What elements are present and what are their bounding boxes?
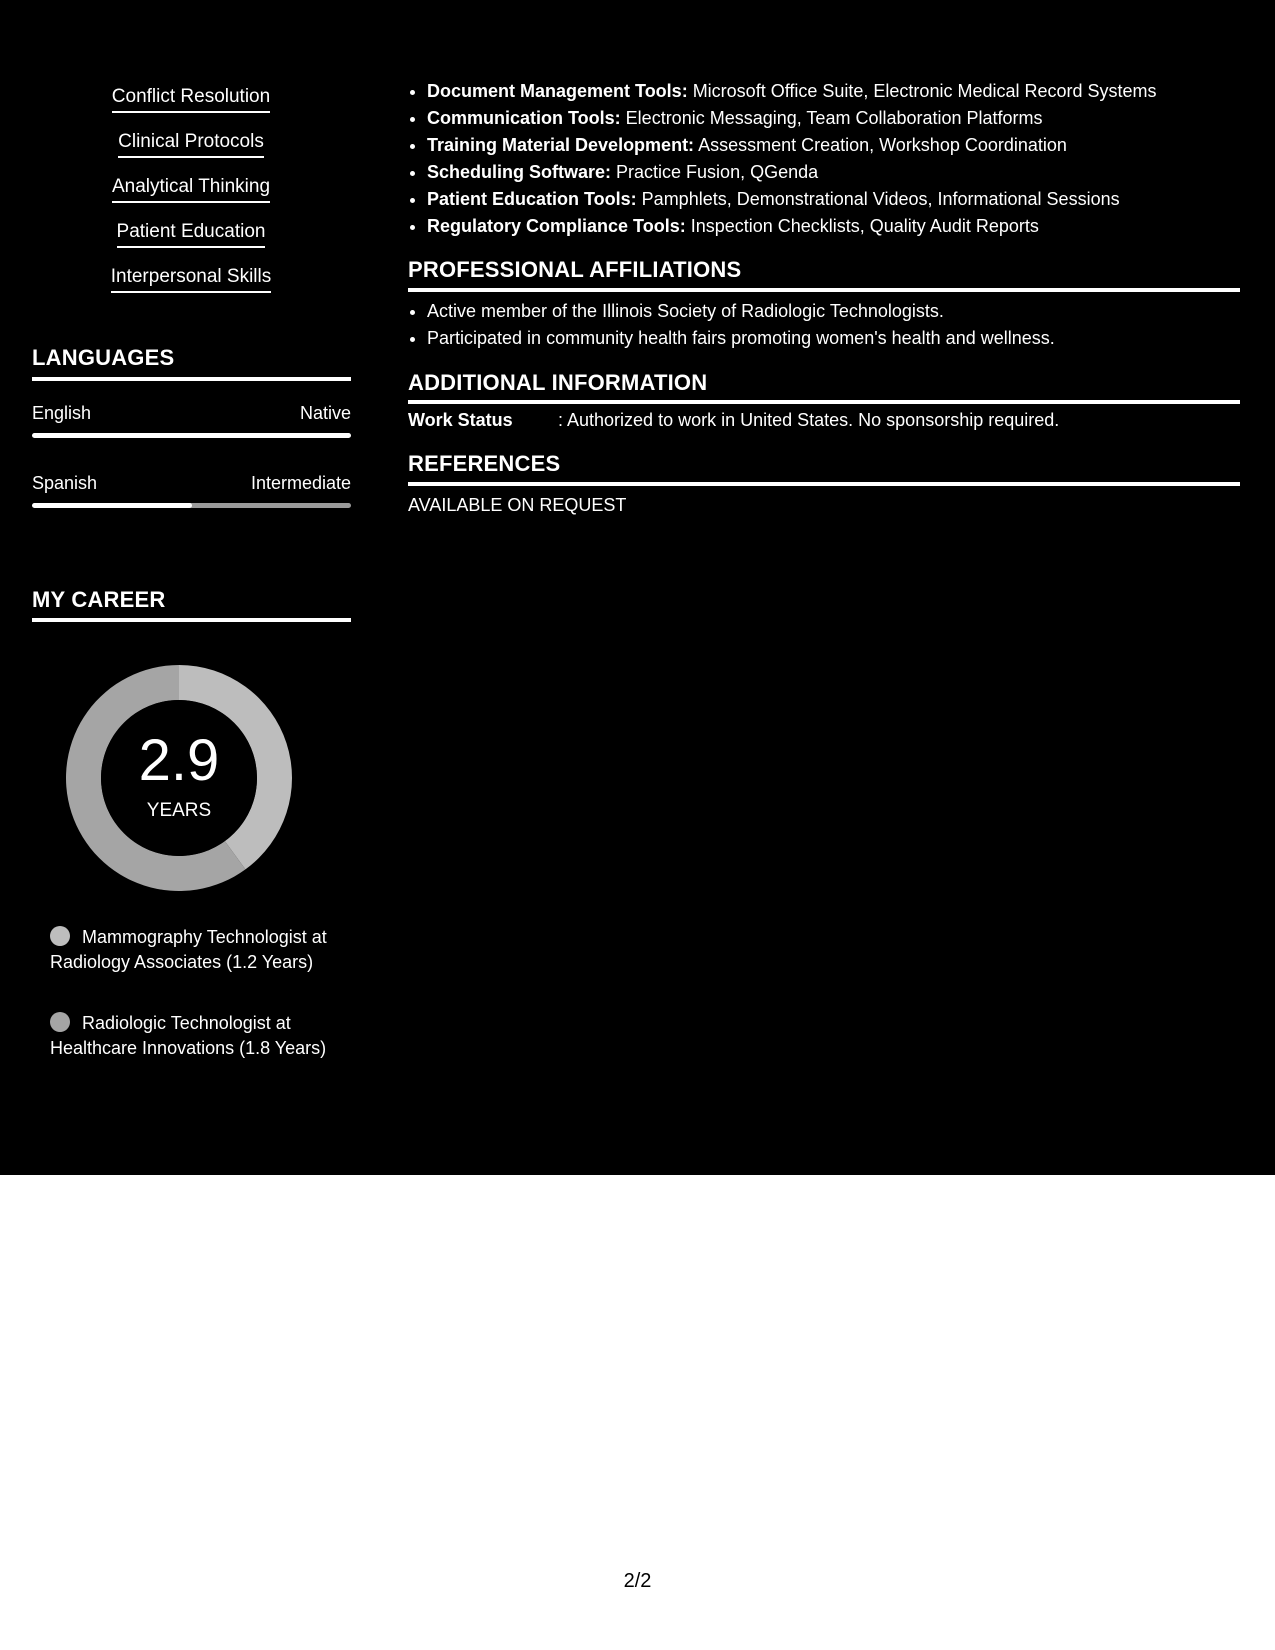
skill-item: Clinical Protocols [0, 131, 382, 158]
references-value: AVAILABLE ON REQUEST [408, 495, 627, 515]
page-number: 2/2 [623, 1570, 652, 1592]
language-level: Native [299, 403, 351, 423]
skill-item: Conflict Resolution [0, 86, 382, 113]
additional-rule [408, 400, 1240, 404]
sidebar [0, 0, 380, 1175]
language-name: Spanish [32, 473, 98, 493]
affiliation-item: • Participated in community health fairs promoting women's health and wellness. [427, 325, 1259, 352]
affiliations-rule [408, 288, 1240, 292]
language-row-english [32, 403, 351, 424]
career-legend-item: Radiologic Technologist at Healthcare Innovations (1.8 Years) [50, 1013, 327, 1058]
language-level: Intermediate [250, 473, 351, 493]
references-title: REFERENCES [408, 451, 561, 476]
language-bar-english [32, 433, 351, 438]
skill-item: Analytical Thinking [0, 176, 382, 203]
skill-item: Interpersonal Skills [0, 266, 382, 293]
tools-item: • Document Management Tools: Microsoft Office Suite, Electronic Medical Record Systems [427, 78, 1259, 105]
legend-dot [50, 1012, 70, 1032]
language-bar-fill [32, 433, 351, 438]
references-rule [408, 482, 1240, 486]
language-bar-spanish [32, 503, 351, 508]
career-legend-item: Mammography Technologist at Radiology Associates (1.2 Years) [50, 927, 327, 972]
tools-item: • Communication Tools: Electronic Messaging, Team Collaboration Platforms [427, 105, 1259, 132]
affiliation-item: • Active member of the Illinois Society of Radiologic Technologists. [427, 298, 1259, 325]
affiliations-list [408, 298, 1259, 352]
language-name: English [32, 403, 92, 423]
career-title: MY CAREER [32, 587, 166, 612]
affiliations-title: PROFESSIONAL AFFILIATIONS [408, 257, 742, 282]
tools-item: • Scheduling Software: Practice Fusion, QGenda [427, 159, 1259, 186]
career-total-unit: YEARS [146, 800, 212, 821]
languages-rule [32, 377, 351, 381]
language-row-spanish [32, 473, 351, 494]
tools-item: • Patient Education Tools: Pamphlets, Demonstrational Videos, Informational Sessions [427, 186, 1259, 213]
career-total-years: 2.9 [138, 728, 220, 793]
skill-item: Patient Education [0, 221, 382, 248]
language-bar-fill [32, 503, 192, 508]
additional-title: ADDITIONAL INFORMATION [408, 370, 708, 395]
languages-title: LANGUAGES [32, 345, 175, 370]
legend-dot [50, 926, 70, 946]
career-rule [32, 618, 351, 622]
work-status-label: Work Status [408, 410, 513, 430]
tools-item: • Regulatory Compliance Tools: Inspection Checklists, Quality Audit Reports [427, 213, 1259, 240]
tools-item: • Training Material Development: Assessment Creation, Workshop Coordination [427, 132, 1259, 159]
work-status-value: : Authorized to work in United States. No sponsorship required. [558, 410, 1060, 430]
tools-list [408, 78, 1259, 240]
